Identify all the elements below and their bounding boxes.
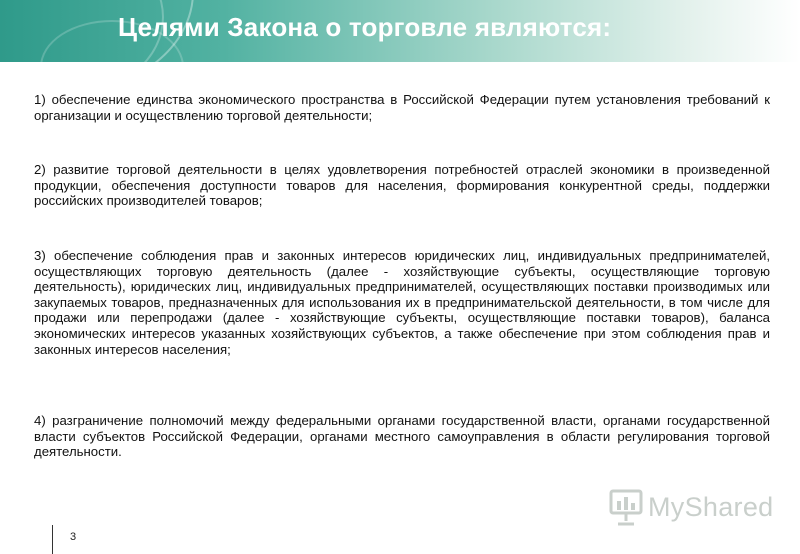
slide-title: Целями Закона о торговле являются: <box>118 12 612 42</box>
watermark-logo <box>608 488 788 528</box>
goal-paragraph-2: 2) развитие торговой деятельности в целях удовлетворения потребностей отраслей экономики в произведенной продукции, обеспечения доступности товаров для населения, формирования конкурентной среды, поддержки российских производителей товаров; <box>34 162 770 209</box>
page-number: 3 <box>70 531 77 543</box>
goal-paragraph-4: 4) разграничение полномочий между федеральными органами государственной власти, органами государственной власти субъектов Российской Федерации, органами местного самоуправления в области регулирования торговой деятельности. <box>34 413 770 460</box>
footer-divider <box>52 525 53 554</box>
watermark-text: MyShared <box>648 492 774 522</box>
slide-header-band <box>0 0 800 62</box>
presentation-board-icon <box>608 488 644 526</box>
goal-paragraph-1: 1) обеспечение единства экономического пространства в Российской Федерации путем установления требований к организации и осуществлению торговой деятельности; <box>34 92 770 123</box>
goal-paragraph-3: 3) обеспечение соблюдения прав и законных интересов юридических лиц, индивидуальных предпринимателей, осуществляющих торговую деятельность (далее - хозяйствующие субъекты, осуществляющие торговую деятельность), юридических лиц, индивидуальных предпринимателей, осуществляющих поставки производимых или закупаемых товаров, предназначенных для использования их в предпринимательской деятельности, в том числе для продажи или перепродажи (далее - хозяйствующие субъекты, осуществляющие поставки товаров), баланса экономических интересов указанных хозяйствующих субъектов, а также обеспечение при этом соблюдения прав и законных интересов населения; <box>34 248 770 357</box>
